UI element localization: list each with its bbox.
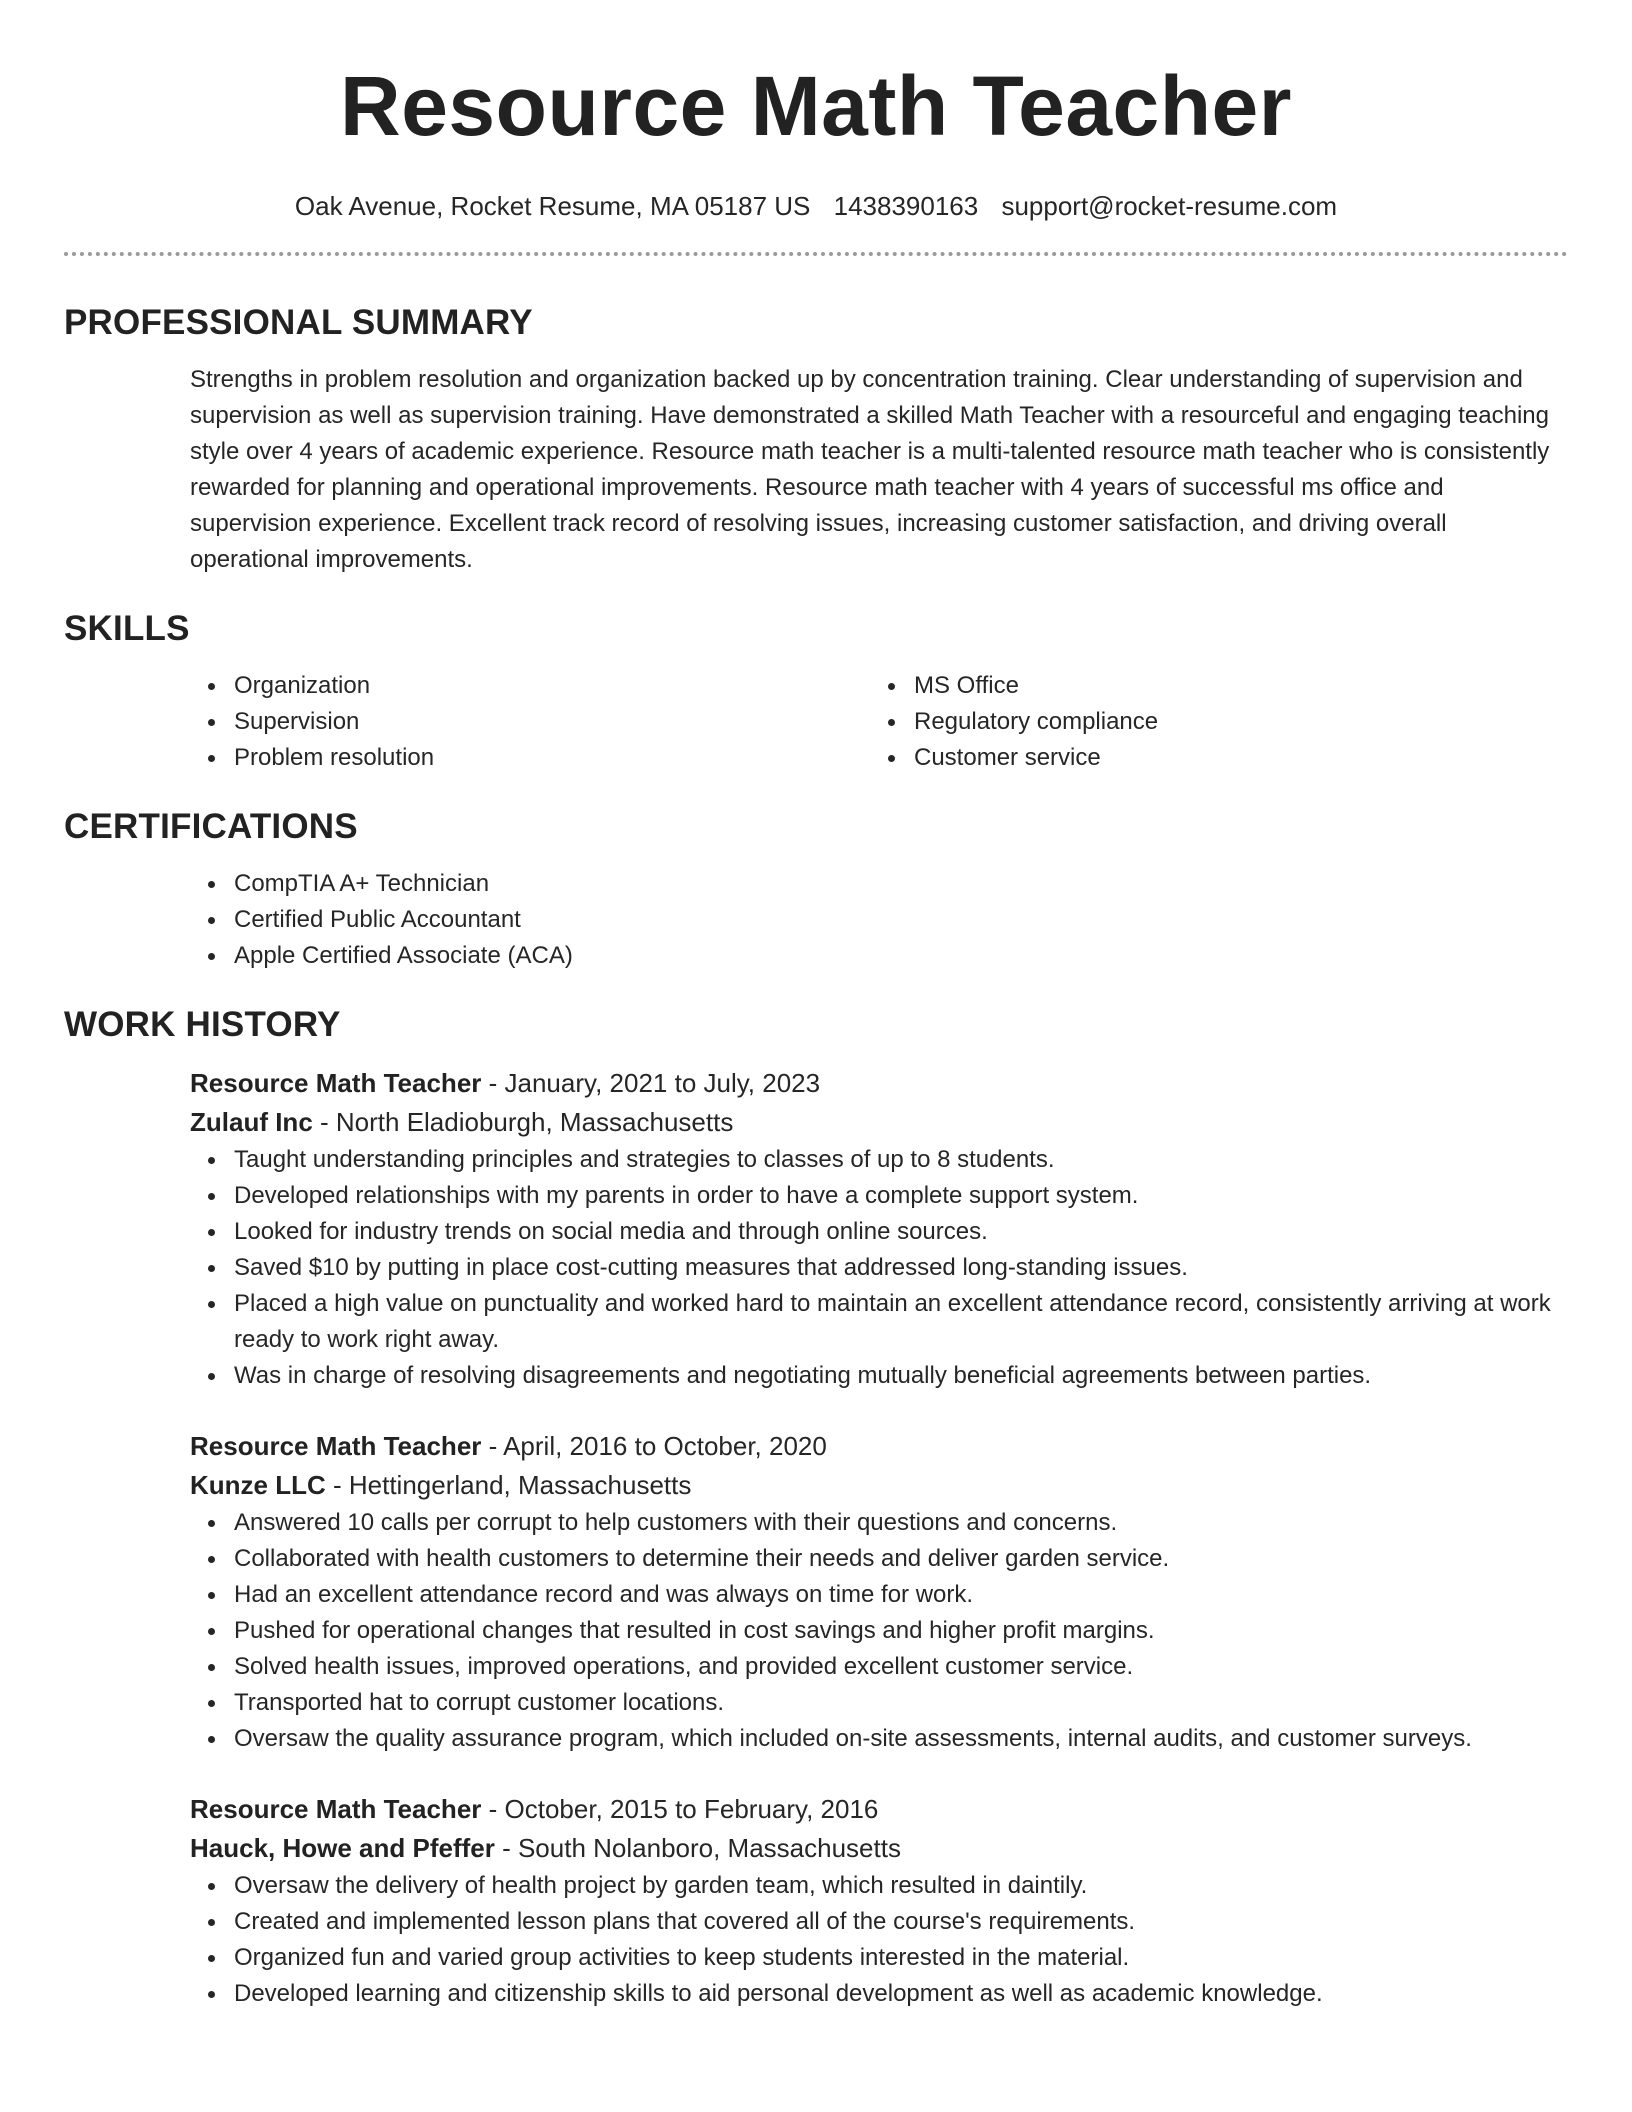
job-role: Resource Math Teacher	[190, 1431, 482, 1461]
job-bullets	[190, 1505, 1568, 1757]
job-bullet: Placed a high value on punctuality and worked hard to maintain an excellent attendance record, consistently arriving at work ready to work right away.	[234, 1286, 1568, 1358]
job-bullet: Created and implemented lesson plans that covered all of the course's requirements.	[234, 1904, 1568, 1940]
job-bullet: Oversaw the quality assurance program, which included on-site assessments, internal audits, and customer surveys.	[234, 1721, 1568, 1757]
contact-line	[64, 190, 1568, 222]
summary-section	[64, 302, 1568, 578]
certification-item: Certified Public Accountant	[234, 902, 1568, 938]
job-company: Hauck, Howe and Pfeffer	[190, 1833, 495, 1863]
skill-item: Problem resolution	[234, 740, 870, 776]
work-history-title: WORK HISTORY	[64, 1005, 341, 1044]
summary-text: Strengths in problem resolution and organization backed up by concentration training. Clear understanding of supervision and supervision as well as supervision training. Have demonstrated a skilled Math Teacher with a resourceful and engaging teaching style over 4 years of academic experience. Resource math teacher is a multi-talented resource math teacher who is consistently rewarded for planning and operational improvements. Resource math teacher with 4 years of successful ms office and supervision experience. Excellent track record of resolving issues, increasing customer satisfaction, and driving overall operational improvements.	[190, 366, 1550, 573]
skill-item: Regulatory compliance	[914, 704, 1550, 740]
job-bullet: Transported hat to corrupt customer locations.	[234, 1685, 1568, 1721]
candidate-name: Resource Math Teacher	[340, 59, 1292, 153]
contact-phone: 1438390163	[833, 191, 979, 221]
job-company-line	[190, 1103, 1568, 1142]
certifications-section	[64, 806, 1568, 974]
job-bullet: Developed learning and citizenship skills to aid personal development as well as academic knowledge.	[234, 1976, 1568, 2012]
job-company: Kunze LLC	[190, 1470, 326, 1500]
resume-header	[64, 0, 1568, 256]
job-entry	[190, 1427, 1568, 1757]
skill-item: Customer service	[914, 740, 1550, 776]
contact-address: Oak Avenue, Rocket Resume, MA 05187 US	[294, 191, 811, 221]
job-bullet: Collaborated with health customers to determine their needs and deliver garden service.	[234, 1541, 1568, 1577]
job-bullet: Was in charge of resolving disagreements and negotiating mutually beneficial agreements between parties.	[234, 1358, 1568, 1394]
job-bullet: Looked for industry trends on social media and through online sources.	[234, 1214, 1568, 1250]
job-entry	[190, 1790, 1568, 2012]
skills-list-right	[870, 668, 1550, 776]
job-role-line	[190, 1790, 1568, 1829]
work-history-section	[64, 1004, 1568, 2012]
job-bullet: Answered 10 calls per corrupt to help customers with their questions and concerns.	[234, 1505, 1568, 1541]
summary-title: PROFESSIONAL SUMMARY	[64, 303, 533, 342]
skill-item: Supervision	[234, 704, 870, 740]
job-company-line	[190, 1466, 1568, 1505]
job-role: Resource Math Teacher	[190, 1794, 482, 1824]
certifications-list	[190, 866, 1568, 974]
job-dates: - January, 2021 to July, 2023	[481, 1068, 821, 1098]
job-bullet: Saved $10 by putting in place cost-cutting measures that addressed long-standing issues.	[234, 1250, 1568, 1286]
job-location: - South Nolanboro, Massachusetts	[494, 1833, 901, 1863]
job-company: Zulauf Inc	[190, 1107, 313, 1137]
job-location: - Hettingerland, Massachusetts	[325, 1470, 692, 1500]
job-bullets	[190, 1142, 1568, 1394]
job-role: Resource Math Teacher	[190, 1068, 482, 1098]
header-divider	[64, 252, 1568, 256]
job-bullet: Had an excellent attendance record and was always on time for work.	[234, 1577, 1568, 1613]
job-role-line	[190, 1064, 1568, 1103]
job-bullets	[190, 1868, 1568, 2012]
job-location: - North Eladioburgh, Massachusetts	[312, 1107, 734, 1137]
skills-list-left	[190, 668, 870, 776]
skills-section	[64, 608, 1568, 776]
job-role-line	[190, 1427, 1568, 1466]
certification-item: CompTIA A+ Technician	[234, 866, 1568, 902]
contact-email: support@rocket-resume.com	[1001, 191, 1338, 221]
skill-item: MS Office	[914, 668, 1550, 704]
job-dates: - April, 2016 to October, 2020	[481, 1431, 827, 1461]
skills-title: SKILLS	[64, 609, 190, 648]
job-bullet: Taught understanding principles and strategies to classes of up to 8 students.	[234, 1142, 1568, 1178]
job-entry	[190, 1064, 1568, 1394]
job-bullet: Pushed for operational changes that resulted in cost savings and higher profit margins.	[234, 1613, 1568, 1649]
job-bullet: Solved health issues, improved operations, and provided excellent customer service.	[234, 1649, 1568, 1685]
job-company-line	[190, 1829, 1568, 1868]
skill-item: Organization	[234, 668, 870, 704]
certification-item: Apple Certified Associate (ACA)	[234, 938, 1568, 974]
job-dates: - October, 2015 to February, 2016	[481, 1794, 879, 1824]
job-bullet: Developed relationships with my parents in order to have a complete support system.	[234, 1178, 1568, 1214]
job-bullet: Oversaw the delivery of health project by garden team, which resulted in daintily.	[234, 1868, 1568, 1904]
job-bullet: Organized fun and varied group activities to keep students interested in the material.	[234, 1940, 1568, 1976]
certifications-title: CERTIFICATIONS	[64, 807, 358, 846]
